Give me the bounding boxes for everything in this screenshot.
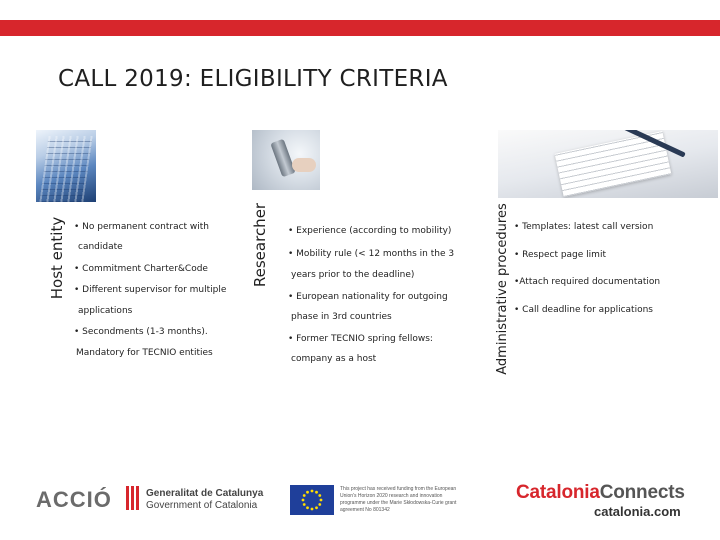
eu-flag-icon — [290, 485, 334, 515]
admin-criterion: • Call deadline for applications — [514, 305, 653, 315]
researcher-criteria-list — [288, 226, 478, 366]
researcher-criterion: company as a host — [291, 354, 377, 364]
slide-title: CALL 2019: ELIGIBILITY CRITERIA — [58, 66, 448, 92]
accio-logo: ACCIÓ — [36, 487, 112, 512]
catalonia-domain: catalonia.com — [594, 504, 681, 519]
eu-funding-text: This project has received funding from the European — [340, 486, 457, 492]
host-criterion: • Secondments (1-3 months). — [74, 327, 208, 337]
host-entity-label: Host entity — [48, 216, 66, 300]
documents-photo — [498, 130, 718, 198]
researcher-criterion: • European nationality for outgoing — [288, 292, 448, 302]
host-criterion: • No permanent contract with — [74, 222, 210, 232]
catalonia-connects-part2: Connects — [599, 482, 685, 503]
admin-criteria-list — [514, 222, 714, 322]
researcher-criterion: • Experience (according to mobility) — [288, 226, 452, 236]
admin-criterion: •Attach required documentation — [514, 277, 661, 287]
administrative-procedures-label: Administrative procedures — [495, 203, 510, 375]
host-criterion: • Commitment Charter&Code — [74, 264, 208, 274]
researcher-criterion: • Former TECNIO spring fellows: — [288, 334, 433, 344]
researcher-criterion: phase in 3rd countries — [291, 312, 392, 322]
researcher-criterion: • Mobility rule (< 12 months in the 3 — [288, 249, 455, 259]
admin-criterion: • Respect page limit — [514, 250, 606, 260]
host-criterion: applications — [78, 306, 133, 316]
generalitat-emblem-icon — [126, 486, 140, 510]
catalonia-connects-logo — [516, 482, 685, 504]
top-accent-bar — [0, 20, 720, 36]
host-criterion: Mandatory for TECNIO entities — [76, 348, 213, 358]
microscope-photo — [252, 130, 320, 190]
building-photo — [36, 130, 96, 202]
host-criteria-list — [74, 222, 244, 362]
eu-funding-text: Union's Horizon 2020 research and innovation — [340, 493, 443, 499]
eu-funding-text: agreement No 801342 — [340, 507, 390, 513]
researcher-criterion: years prior to the deadline) — [291, 270, 415, 280]
catalonia-connects-part1: Catalonia — [516, 482, 600, 503]
host-criterion: • Different supervisor for multiple — [74, 285, 227, 295]
generalitat-name: Generalitat de Catalunya — [146, 488, 264, 499]
eu-funding-text: programme under the Marie Skłodowska-Curie grant — [340, 500, 457, 506]
admin-criterion: • Templates: latest call version — [514, 222, 654, 232]
researcher-label: Researcher — [251, 202, 269, 288]
government-name: Government of Catalonia — [146, 500, 258, 511]
host-criterion: candidate — [78, 242, 123, 252]
